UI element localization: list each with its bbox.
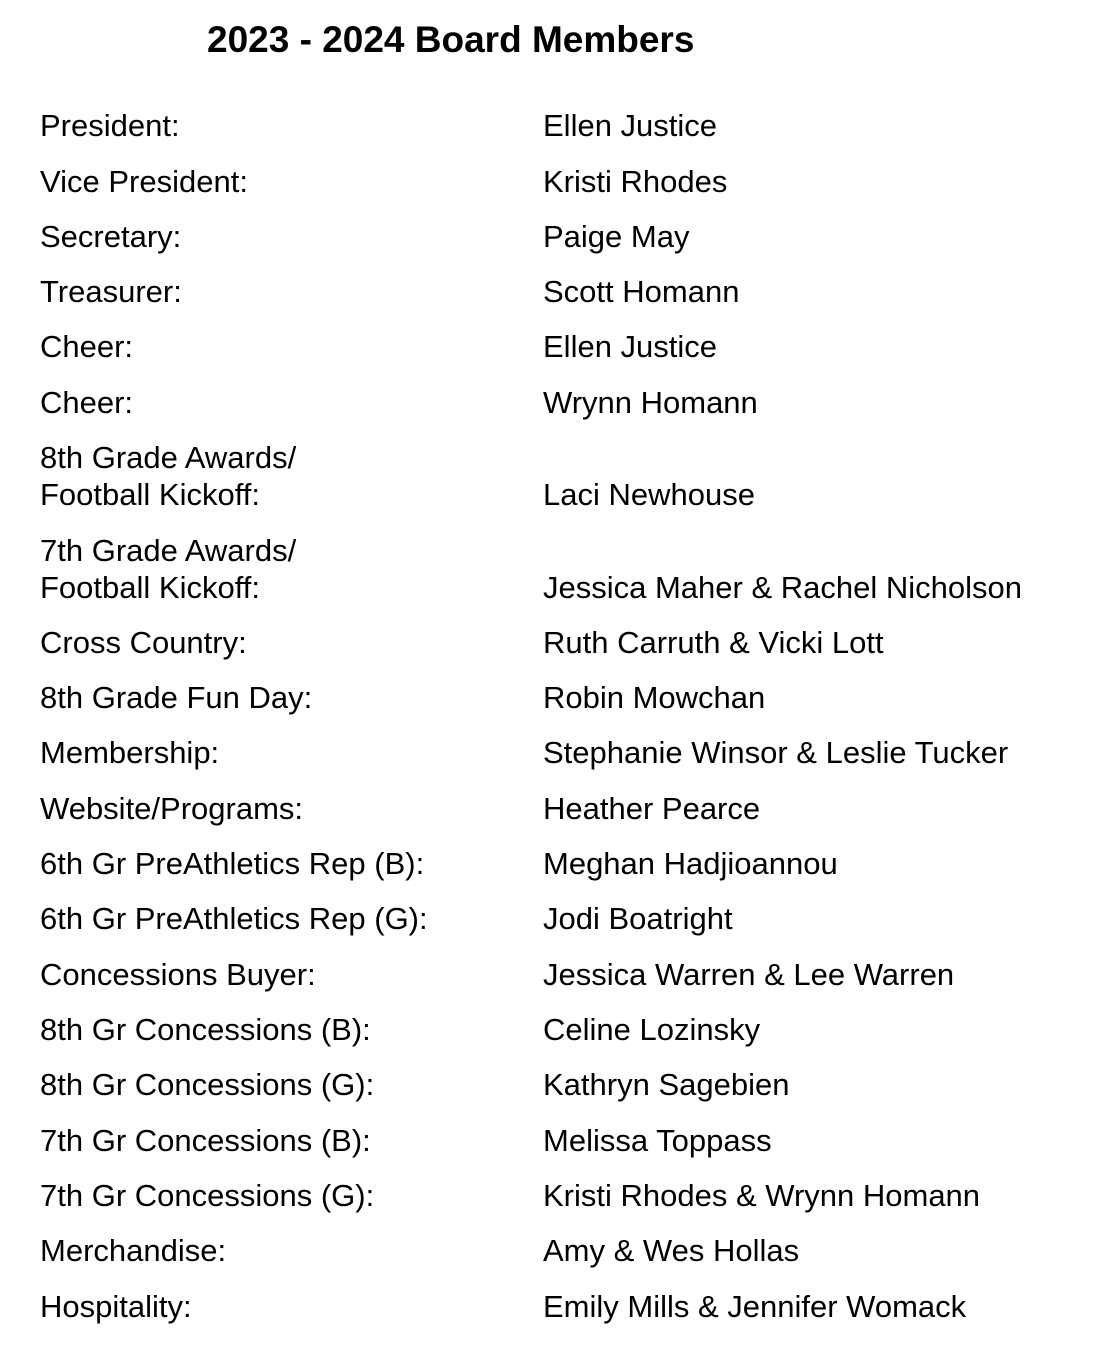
member-name: Celine Lozinsky [543,1012,761,1047]
role-label: Secretary: [40,219,182,254]
member-name: Kristi Rhodes & Wrynn Homann [543,1178,981,1213]
role-label: 7th Grade Awards/ Football Kickoff: [40,533,297,605]
member-name: Ellen Justice [543,329,718,364]
role-label: 7th Gr Concessions (B): [40,1123,371,1158]
member-name: Kathryn Sagebien [543,1067,790,1102]
member-name: Melissa Toppass [543,1123,772,1158]
role-label: President: [40,108,180,143]
member-name: Heather Pearce [543,791,761,826]
role-label: 6th Gr PreAthletics Rep (B): [40,846,425,881]
role-label: 6th Gr PreAthletics Rep (G): [40,901,428,936]
role-label: Treasurer: [40,274,182,309]
role-label: 8th Grade Awards/ Football Kickoff: [40,440,297,512]
role-label: Cross Country: [40,625,247,660]
member-name: Amy & Wes Hollas [543,1233,800,1268]
page-title: 2023 - 2024 Board Members [207,19,695,60]
role-label: Merchandise: [40,1233,227,1268]
member-name: Jessica Warren & Lee Warren [543,957,955,992]
role-label: Membership: [40,735,220,770]
member-name: Ruth Carruth & Vicki Lott [543,625,884,660]
role-label: 7th Gr Concessions (G): [40,1178,375,1213]
role-label: Vice President: [40,164,248,199]
member-name: Stephanie Winsor & Leslie Tucker [543,735,1009,770]
member-name: Meghan Hadjioannou [543,846,838,881]
member-name: Emily Mills & Jennifer Womack [543,1289,967,1324]
role-label: Website/Programs: [40,791,304,826]
role-label: Concessions Buyer: [40,957,316,992]
role-label: 8th Gr Concessions (B): [40,1012,371,1047]
role-label: Cheer: [40,385,134,420]
member-name: Scott Homann [543,274,740,309]
role-label: 8th Grade Fun Day: [40,680,313,715]
member-name: Robin Mowchan [543,680,766,715]
member-name: Ellen Justice [543,108,718,143]
member-name: Jessica Maher & Rachel Nicholson [543,570,1022,605]
member-name: Paige May [543,219,690,254]
member-name: Laci Newhouse [543,477,755,512]
role-label: 8th Gr Concessions (G): [40,1067,375,1102]
role-label: Hospitality: [40,1289,192,1324]
member-name: Wrynn Homann [543,385,758,420]
role-label: Cheer: [40,329,134,364]
member-name: Jodi Boatright [543,901,733,936]
member-name: Kristi Rhodes [543,164,728,199]
